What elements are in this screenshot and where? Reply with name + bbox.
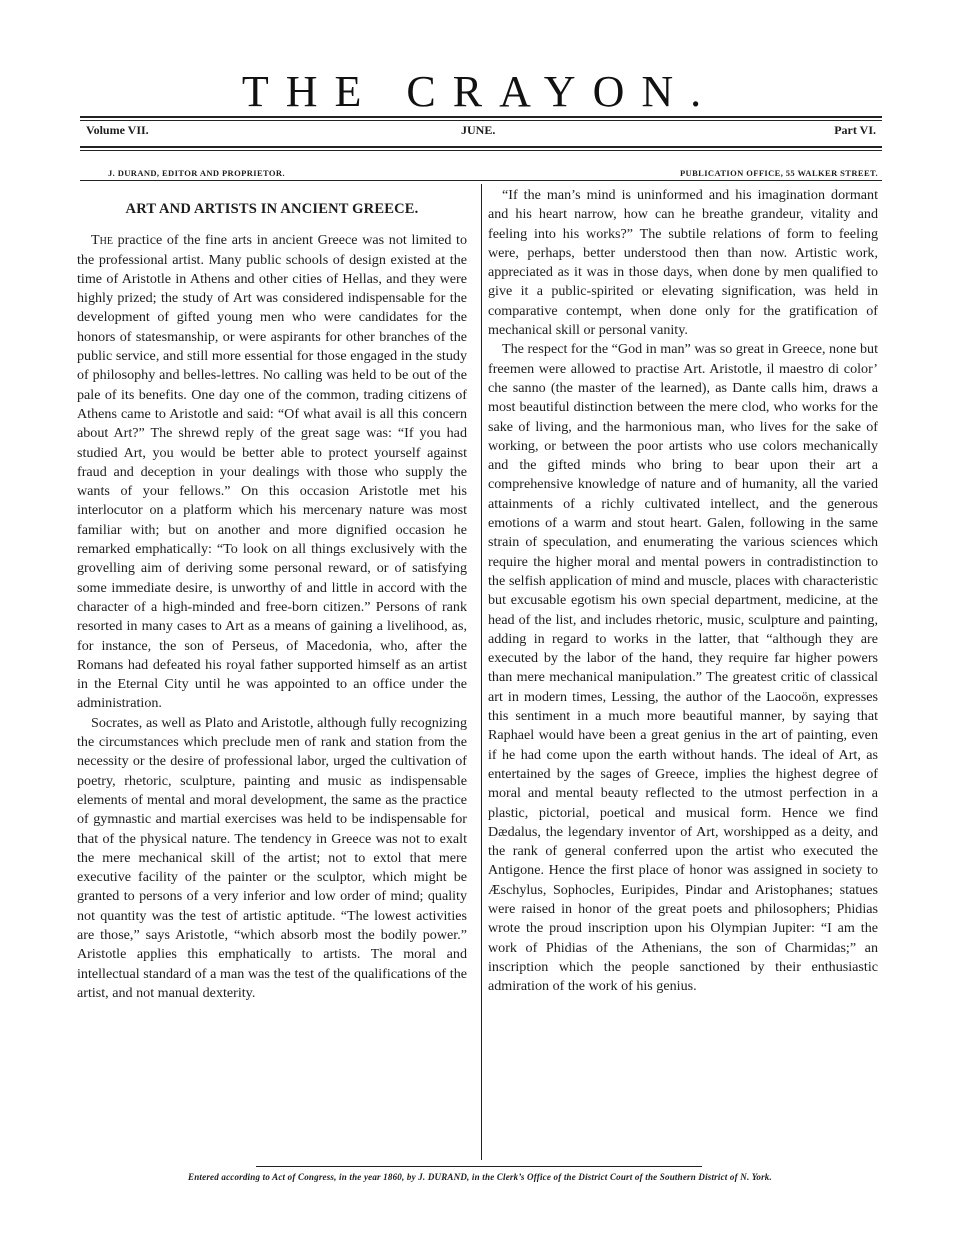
masthead-rule-thin bbox=[80, 120, 882, 121]
issue-rule-thick bbox=[80, 146, 882, 148]
left-column bbox=[77, 186, 467, 1003]
article-title: ART AND ARTISTS IN ANCIENT GREECE. bbox=[125, 201, 419, 217]
paragraph-text: Socrates, as well as Plato and Aristotle, although fully recognizing the circumstances which preclude men of rank and station from the necessity or the desire of professional labor, urged the cultivation of poetry, rhetoric, sculpture, painting and music as indispensable elements of mental and moral development, the same as the practice of gymnastic and martial exercises was held to be indispensable for that of the physical nature. The tendency in Greece was not to exalt the mere mechanical skill of the artist; not to extol that mere executive facility of the painter or the sculptor, which might be granted to persons of a very inferior and low order of mind; quality not quantity was the test of artistic aptitude. “The lowest activities are those,” says Aristotle, “which absorb most the bodily power.” Aristotle applies this emphatically to artists. The moral and intellectual standard of a man was the test of the qualifications of the artist, and not manual dexterity. bbox=[77, 714, 467, 1001]
lead-word: The bbox=[91, 232, 113, 249]
article-paragraph-1 bbox=[77, 231, 467, 713]
article-paragraph-4 bbox=[488, 340, 878, 996]
issue-info-row bbox=[86, 123, 876, 143]
masthead-rule-top bbox=[80, 116, 882, 118]
part-label: Part VI. bbox=[834, 123, 876, 137]
paragraph-text: practice of the fine arts in ancient Greece was not limited to the professional artist. Many public schools of design existed at the time of Aristotle in Athens and other cities of Hellas, and they were highly prized; the study of Art was considered indispensable for the development of gifted young men who were candidates for the honors of statesmanship, or were aspirants for other branches of the public service, and still more essential for those engaged in the study of philosophy and belles-lettres. No calling was held to be out of the pale of its benefits. One day one of the common, trading citizens of Athens came to Aristotle and said: “Of what avail is all this concern about Art?” The shrewd reply of the great sage was: “If you had studied Art, you would be better able to protect yourself against fraud and deception in your dealings with those who supply the wants of your fellows.” On this occasion Aristotle met his interlocutor on a platform which his mercenary nature was most familiar with; but on another and more dignified occasion he remarked emphatically: “To look on all things exclusively with the grovelling aim of deriving some personal reward, or of satisfying some immediate desire, is unworthy of and little in accord with the character of a high-minded and free-born citizen.” Persons of rank resorted in many cases to Art as a means of gaining a livelihood, as, for instance, the son of Perseus, of Macedonia, who, after the Romans had defeated his royal father supported himself as an artist in the Eternal City until he was appointed to an office under the administration. bbox=[77, 232, 467, 712]
footer-rule bbox=[256, 1166, 702, 1167]
volume-label: Volume VII. bbox=[86, 123, 149, 137]
paragraph-text: “If the man’s mind is uninformed and his imagination dormant and his heart narrow, how can he breathe grandeur, vitality and feeling into his works?” The subtile relations of form to feeling were, perhaps, better understood then than now. Artistic work, appreciated as it was in those days, when done by men qualified to give it a public-spirited or elevating signification, was held in comparative contempt, when done only for the gratification of mechanical skill or personal vanity. bbox=[488, 187, 878, 339]
office-label: PUBLICATION OFFICE, 55 WALKER STREET. bbox=[679, 168, 878, 178]
paragraph-text: The respect for the “God in man” was so great in Greece, none but freemen were allowed to practise Art. Aristotle, il maestro di color’ che sanno (the master of the learned), as Dante calls him, draws a most beautiful distinction between the mere clod, who works for the sake of living, and the harmonious man, who lives for the sake of working, or between the poor artists who use colors mechanically and the gifted minds who bring to bear upon their art a comprehensive knowledge of nature and of humanity, all the varied attainments of a richly cultivated intellect, and the generous emotions of a warm and stout heart. Galen, following in the same strain of speculation, and enumerating the various sciences which require the higher moral and mental powers in contradistinction to the selfish application of mind and muscle, places with characteristic but excusable egotism his own special department, medicine, at the head of the list, and includes rhetoric, music, sculpture and painting, adding in regard to works in the latter, that “although they are executed by the labor of the hand, they require far higher powers than mere mechanical manipulation.” The greatest critic of classical art in modern times, Lessing, the author of the Laocoön, expresses this sentiment in a much more beautiful manner, by saying that Raphael would have been a great genius in the art of painting, even if he had come upon the earth without hands. The ideal of Art, as entertained by the sages of Greece, implies the highest degree of moral and mental beauty reflected to the utmost perfection in a plastic, pictorial, poetical and musical form. Hence we find Dædalus, the legendary inventor of Art, worshipped as a deity, and the rank of general conferred upon the artist who executed the Antigone. Hence the first place of honor was assigned in society to Æschylus, Sophocles, Euripides, Pindar and Aristophanes; statues were raised in honor of the great poets and philosophers; Phidias wrote the proud inscription upon his Olympian Jupiter: “I am the work of Phidias of the Athenians, the son of Charmidas;” an inscription which the people sanctioned by their enthusiastic admiration of the work of his genius. bbox=[488, 341, 878, 995]
right-column bbox=[488, 186, 878, 996]
editor-label: J. DURAND, EDITOR AND PROPRIETOR. bbox=[108, 168, 285, 178]
masthead-title: THE CRAYON. bbox=[241, 67, 719, 116]
copyright-footer: Entered according to Act of Congress, in the year 1860, by J. DURAND, in the Clerk’s Office of the District Court of the Southern District of N. York. bbox=[188, 1172, 772, 1182]
month-label: JUNE. bbox=[461, 123, 496, 137]
article-paragraph-2 bbox=[77, 714, 467, 1003]
article-paragraph-3 bbox=[488, 186, 878, 340]
issue-rule-thin bbox=[80, 150, 882, 151]
publisher-rule bbox=[80, 180, 882, 181]
column-divider bbox=[481, 184, 482, 1160]
